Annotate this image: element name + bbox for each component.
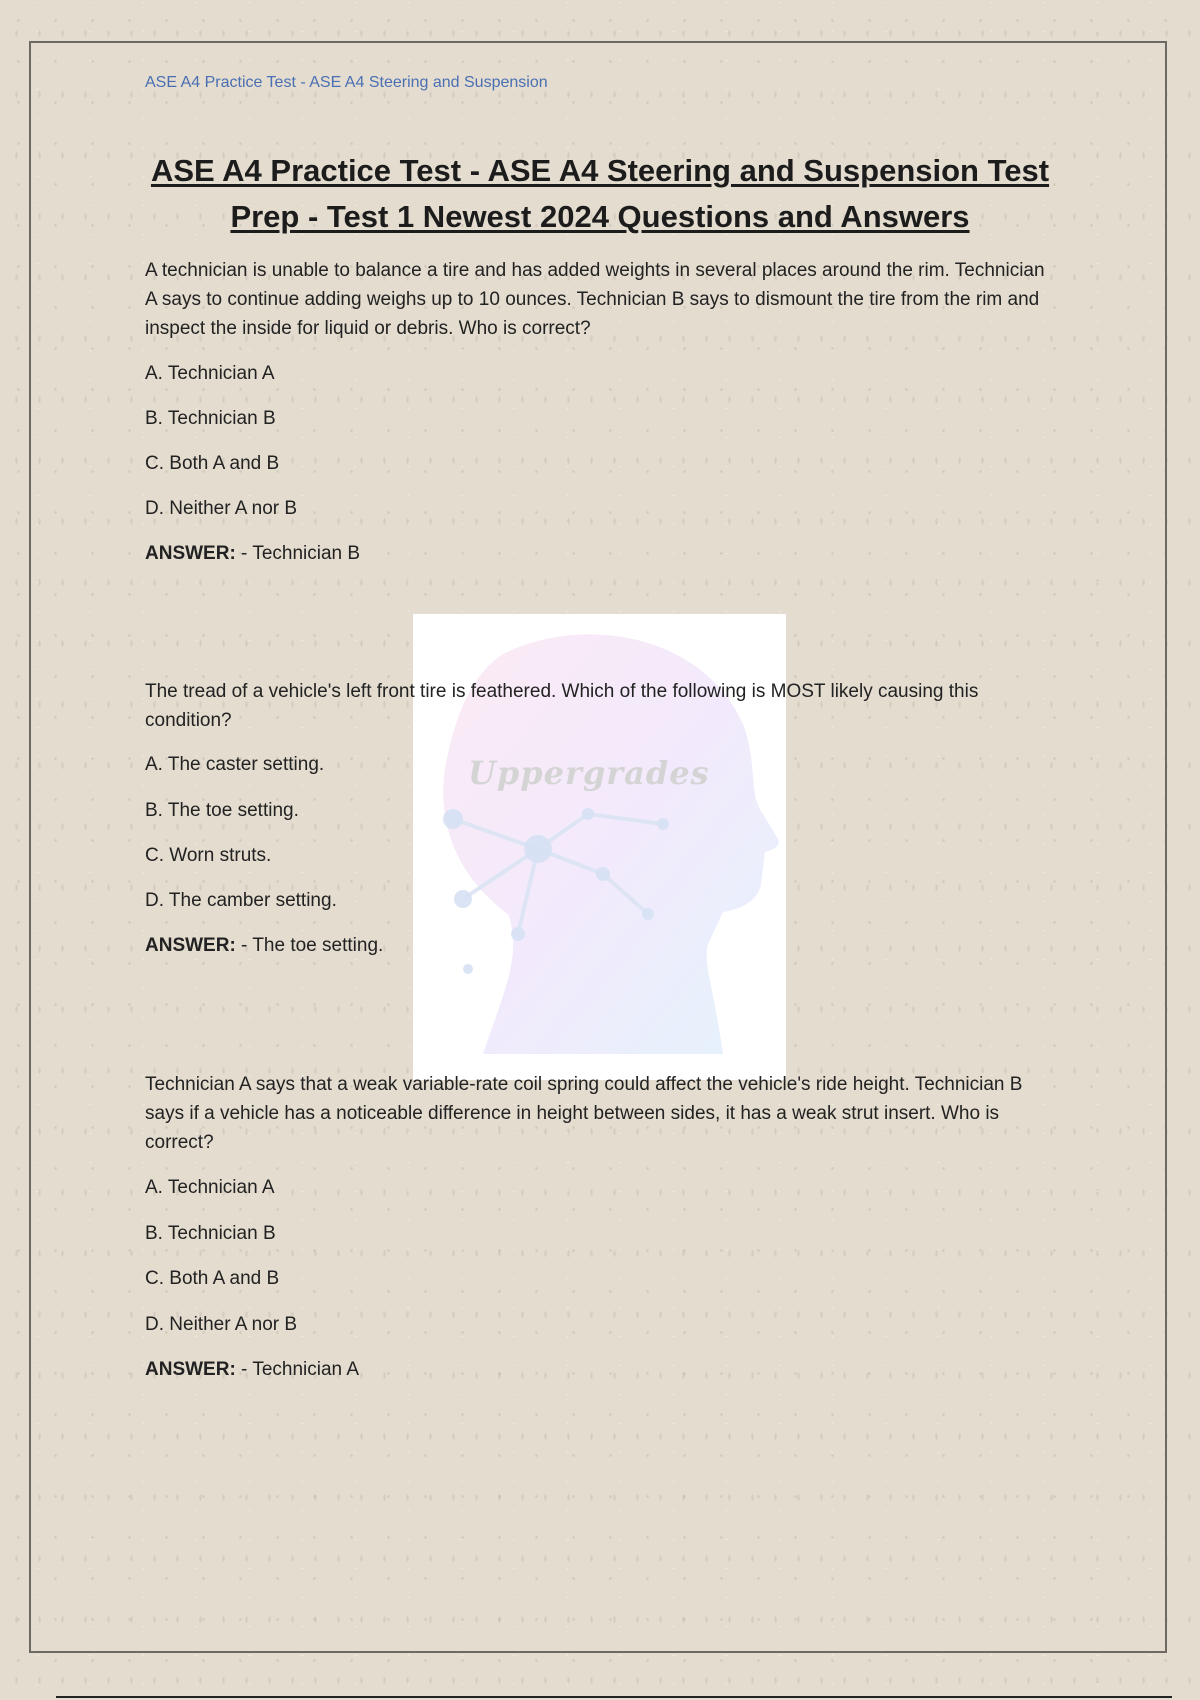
option-b: B. The toe setting.: [145, 800, 299, 821]
question-text: A technician is unable to balance a tire and has added weights in several places around the rim. Technician A says to continue adding weighs up to 10 ounces. Technician B says to dismount the tire from the rim and inspect the inside for liquid or debris. Who is correct?: [145, 260, 1045, 339]
option-a: A. Technician A: [145, 1177, 275, 1198]
answer-label: ANSWER:: [145, 1359, 236, 1380]
option-c: C. Worn struts.: [145, 845, 272, 866]
answer-label: ANSWER:: [145, 543, 236, 564]
running-header[interactable]: ASE A4 Practice Test - ASE A4 Steering and Suspension: [145, 74, 548, 91]
option-c: C. Both A and B: [145, 1268, 280, 1289]
option-d: D. Neither A nor B: [145, 498, 298, 519]
option-c: C. Both A and B: [145, 453, 280, 474]
option-a: A. The caster setting.: [145, 754, 325, 775]
question-3: [145, 1070, 1060, 1380]
answer-label: ANSWER:: [145, 935, 236, 956]
answer: [145, 1358, 359, 1382]
answer-text: - Technician A: [235, 1359, 360, 1380]
answer-text: - Technician B: [235, 543, 361, 564]
question-1: [145, 256, 1060, 564]
footer-rule: [56, 1696, 1172, 1698]
answer-text: - The toe setting.: [235, 935, 384, 956]
option-d: D. Neither A nor B: [145, 1314, 298, 1335]
option-a: A. Technician A: [145, 363, 275, 384]
option-b: B. Technician B: [145, 1223, 276, 1244]
answer: [145, 542, 360, 566]
question-text: Technician A says that a weak variable-rate coil spring could affect the vehicle's ride height. Technician B says if a vehicle has a noticeable difference in height between sides, it has a weak strut insert. Who is correct?: [145, 1074, 1023, 1153]
document-title: ASE A4 Practice Test - ASE A4 Steering and Suspension Test Prep - Test 1 Newest 2024 Questions and Answers: [150, 153, 1050, 234]
answer: [145, 934, 383, 958]
option-b: B. Technician B: [145, 408, 276, 429]
option-d: D. The camber setting.: [145, 890, 337, 911]
question-text: The tread of a vehicle's left front tire is feathered. Which of the following is MOST likely causing this condition?: [145, 681, 979, 731]
watermark-text: Uppergrades: [468, 754, 710, 792]
